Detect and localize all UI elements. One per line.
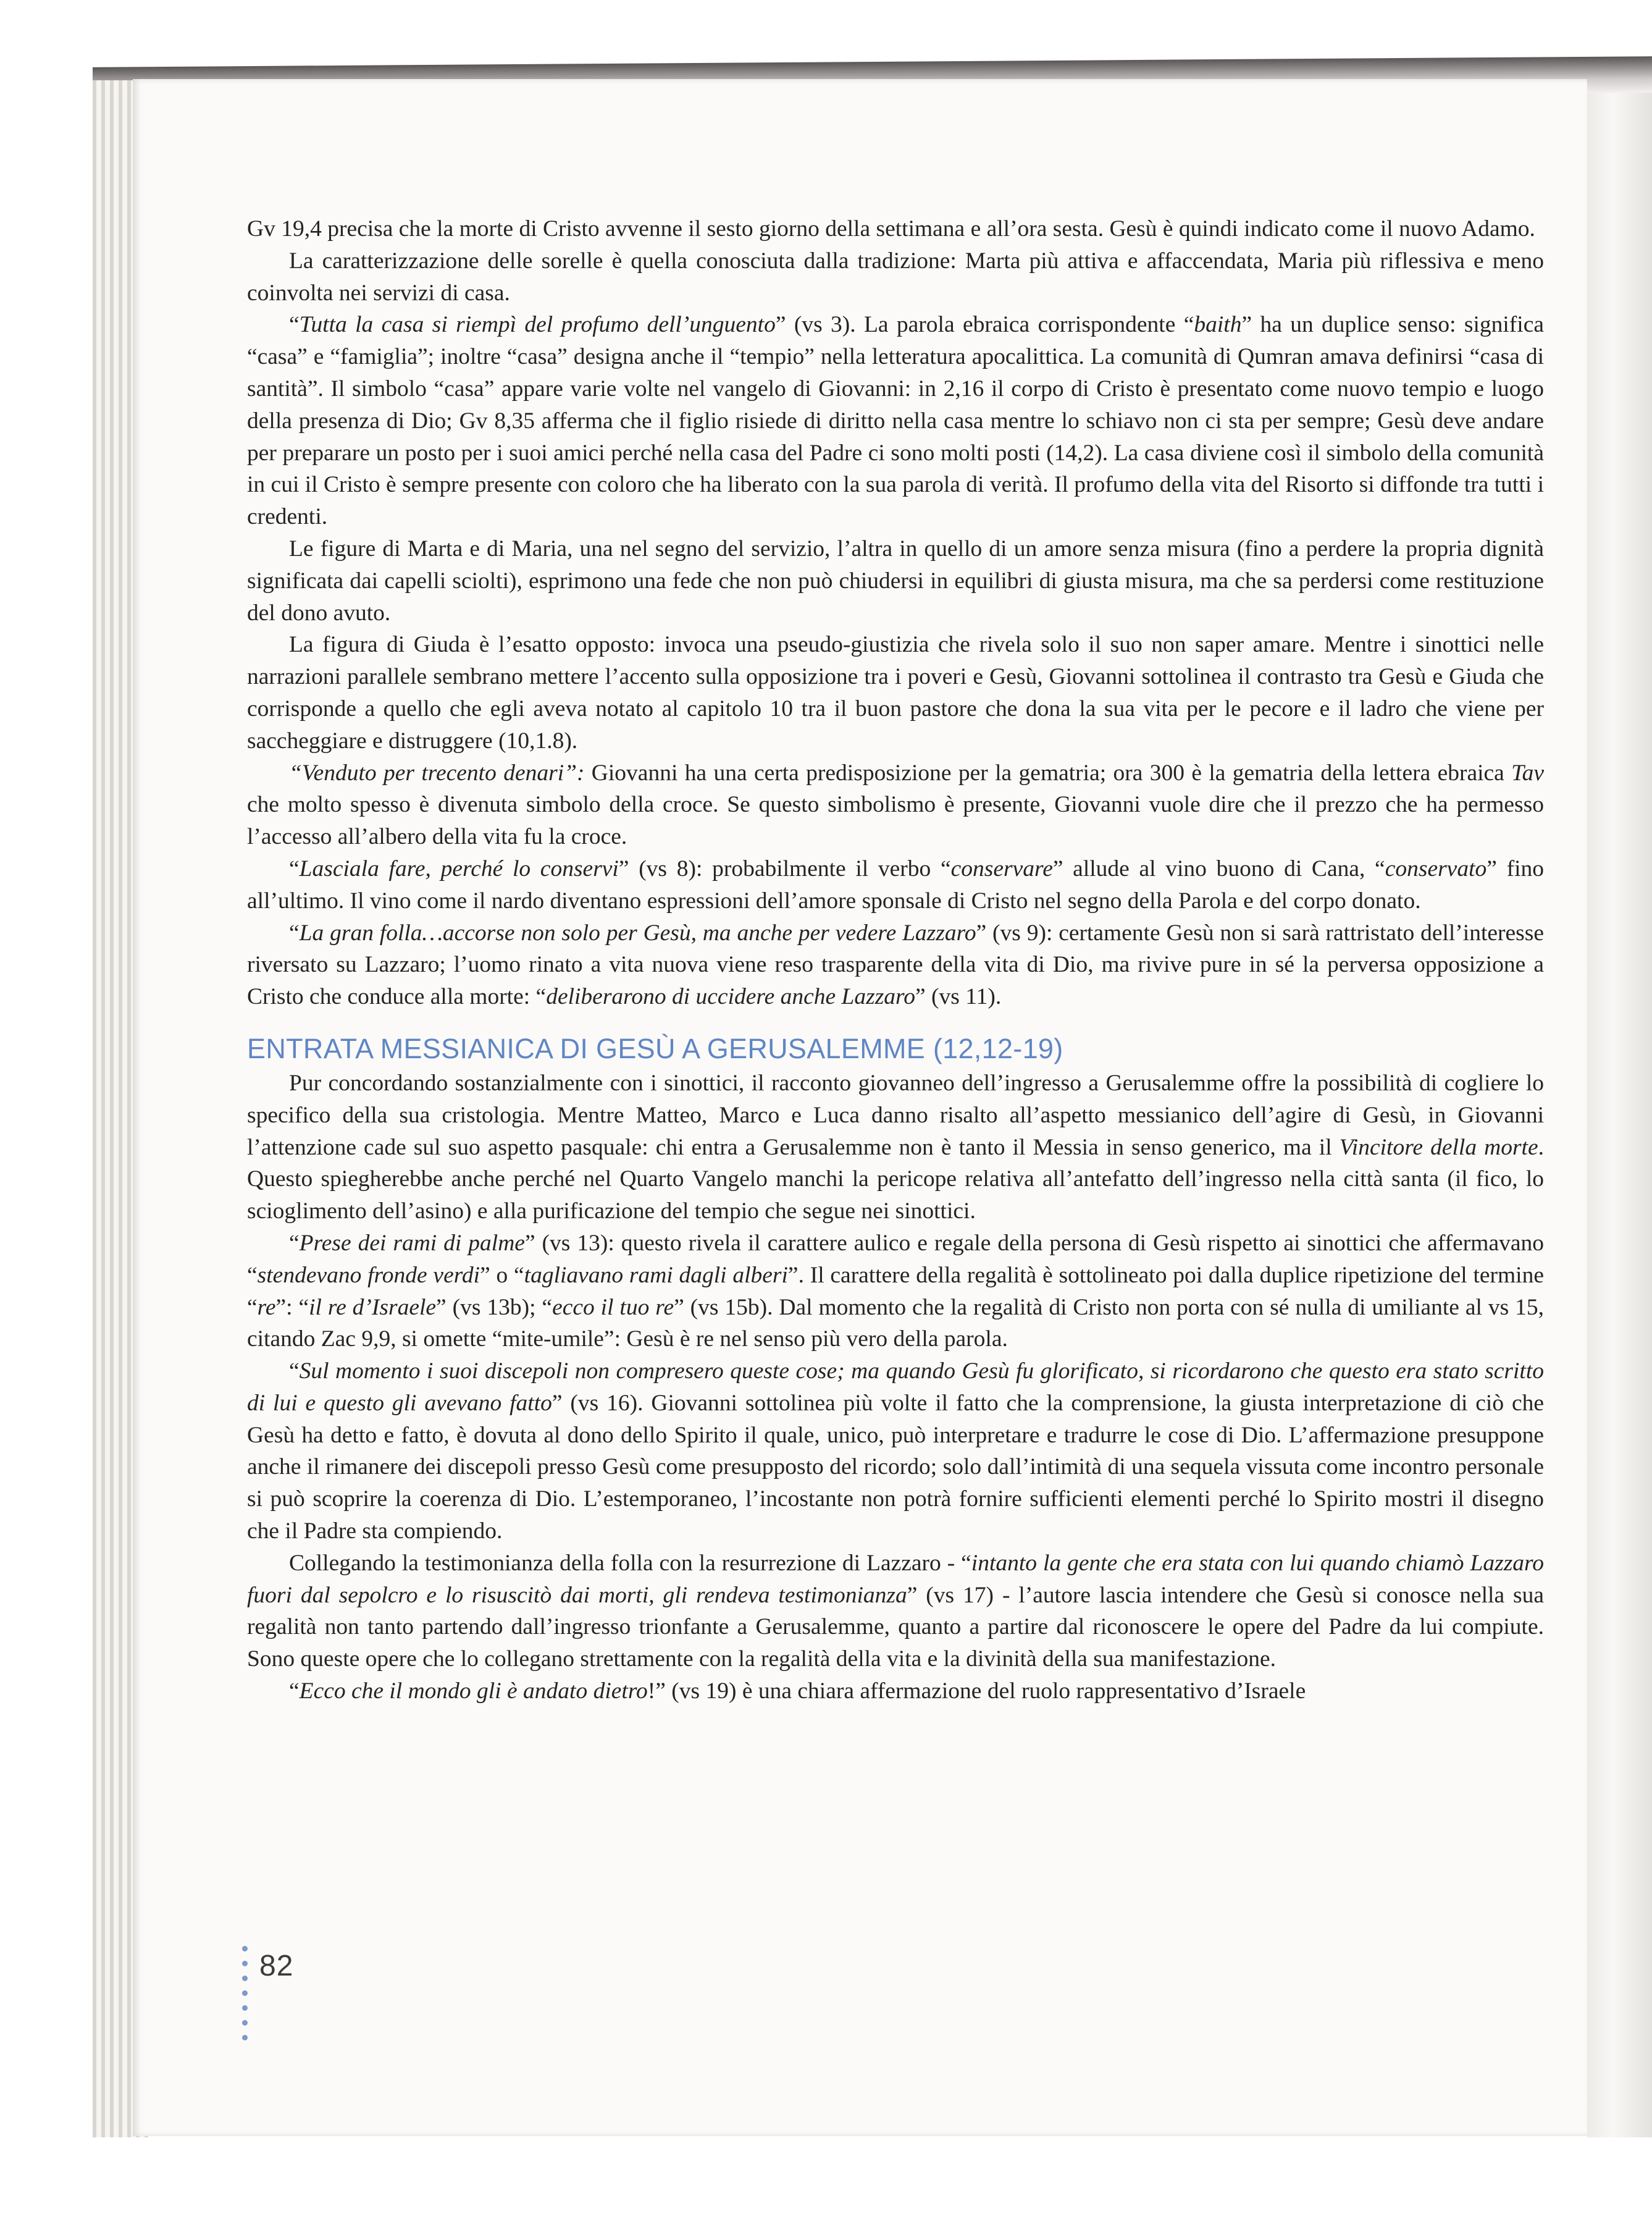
text-run: ” (vs 13): questo rivela il carattere aulico e regale della persona di Gesù rispetto ai sinottici che affermavano “ [247,1230,1544,1288]
italic-quote: Sul momento i suoi discepoli non compresero queste cose; ma quando Gesù fu glorificato, si ricordarono che questo era stato scritto di lui e questo gli avevano fatto [247,1358,1544,1416]
italic-quote: intanto la gente che era stata con lui quando chiamò Lazzaro fuori dal sepolcro e lo risuscitò dai morti, gli rendeva testimonianza [247,1550,1545,1608]
text-run: Gv 19,4 precisa che la morte di Cristo avvenne il sesto giorno della settimana e all’ora sesta. Gesù è quindi indicato come il nuovo Adamo. [247,216,1535,242]
text-run: ” o “ [480,1262,524,1288]
paragraph [247,1547,1544,1675]
italic-quote: ecco il tuo re [552,1294,674,1320]
paragraph [247,245,1544,309]
paragraph [247,1355,1544,1547]
text-run: che molto spesso è divenuta simbolo della croce. Se questo simbolismo è presente, Giovanni vuole dire che il prezzo che ha permesso l’accesso all’albero della vita fu la croce. [247,792,1544,850]
paragraph [247,533,1544,629]
italic-quote: deliberarono di uccidere anche Lazzaro [546,984,916,1010]
italic-quote: il re d’Israele [309,1294,437,1320]
italic-quote: Ecco che il mondo gli è andato dietro [299,1678,648,1704]
section-bethany [247,213,1544,1013]
italic-quote: conservato [1385,856,1487,882]
text-run: ” (vs 13b); “ [436,1294,553,1320]
text-run: “ [289,1678,300,1704]
paragraph [247,1067,1544,1227]
text-run: Giovanni ha una certa predisposizione per la gematria; ora 300 è la gematria della lettera ebraica [584,760,1512,786]
text-run: “ [289,1358,300,1384]
paragraph [247,309,1544,533]
text-run: ” (vs 15b). Dal momento che la regalità di Cristo non porta con sé nulla di umiliante al vs 15, citando Zac 9,9, si omette “mite-umile”: Gesù è re nel senso più vero della parola. [247,1294,1544,1352]
text-run: ” (vs 8): probabilmente il verbo “ [618,856,951,882]
section-entry-jerusalem [247,1067,1544,1707]
text-run: ” (vs 3). La parola ebraica corrispondente “ [775,312,1194,338]
paragraph [247,917,1544,1013]
italic-quote: conservare [950,856,1053,882]
text-run: Collegando la testimonianza della folla con la resurrezione di Lazzaro - “ [289,1550,971,1576]
text-run: La figura di Giuda è l’esatto opposto: invoca una pseudo-giustizia che rivela solo il suo non saper amare. Mentre i sinottici nelle narrazioni parallele sembrano mettere l’accento sulla opposizione tra i poveri e Gesù, Giovanni sottolinea il contrasto tra Gesù e Giuda che corrisponde a quello che egli aveva notato al capitolo 10 tra il buon pastore che dona la sua vita per le pecore e il ladro che viene per saccheggiare e distruggere (10,1.8). [247,632,1544,754]
text-run: La caratterizzazione delle sorelle è quella conosciuta dalla tradizione: Marta più attiva e affaccendata, Maria più riflessiva e meno coinvolta nei servizi di casa. [247,248,1544,306]
paragraph [247,1675,1544,1707]
text-run: ”: “ [275,1294,309,1320]
italic-quote: La gran folla…accorse non solo per Gesù, ma anche per vedere Lazzaro [299,920,976,946]
paragraph [247,1227,1544,1355]
text-run: ” (vs 9): certamente Gesù non si sarà rattristato dell’interesse riversato su Lazzaro; l’uomo rinato a vita nuova viene reso trasparente della vita di Dio, ma rivive pure in sé la perversa opposizione a Cristo che conduce alla morte: “ [247,920,1544,1010]
text-run: “ [289,312,300,338]
italic-quote: tagliavano rami dagli alberi [524,1262,788,1288]
page-number: 82 [259,1950,294,1982]
italic-quote: Tutta la casa si riempì del profumo dell’unguento [299,312,776,338]
italic-quote: Lasciala fare, perché lo conservi [299,856,619,882]
italic-quote: Prese dei rami di palme [299,1230,525,1256]
text-run: Le figure di Marta e di Maria, una nel segno del servizio, l’altra in quello di un amore senza misura (fino a perdere la propria dignità significata dai capelli sciolti), esprimono una fede che non può chiudersi in equilibri di giusta misura, ma che sa perdersi come restituzione del dono avuto. [247,536,1544,626]
italic-quote: re [257,1294,276,1320]
paragraph [247,213,1544,245]
text-run: “ [289,1230,300,1256]
text-run: ” (vs 16). Giovanni sottolinea più volte il fatto che la comprensione, la giusta interpretazione di ciò che Gesù ha detto e fatto, è dovuta al dono dello Spirito il quale, unico, può interpretare e tradurre le cose di Dio. L’affermazione presuppone anche il rimanere dei discepoli presso Gesù come presupposto del ricordo; solo dall’intimità di una sequela vissuta come incontro personale si può scoprire la coerenza di Dio. L’estemporaneo, l’incostante non potrà fornire sufficienti elementi perché lo Spirito mostri il disegno che il Padre sta compiendo. [247,1390,1544,1544]
text-run: ” ha un duplice senso: significa “casa” e “famiglia”; inoltre “casa” designa anche il “tempio” nella letteratura apocalittica. La comunità di Qumran amava definirsi “casa di santità”. Il simbolo “casa” appare varie volte nel vangelo di Giovanni: in 2,16 il corpo di Cristo è presentato come nuovo tempio e luogo della presenza di Dio; Gv 8,35 afferma che il figlio risiede di diritto nella casa mentre lo schiavo non ci sta per sempre; Gesù deve andare per preparare un posto per i suoi amici perché nella casa del Padre ci sono molti posti (14,2). La casa diviene così il simbolo della comunità in cui il Cristo è sempre presente con coloro che ha liberato con la sua parola di verità. Il profumo della vita del Risorto si diffonde tra tutti i credenti. [247,312,1544,530]
text-run: !” (vs 19) è una chiara affermazione del ruolo rappresentativo d’Israele [647,1678,1306,1704]
italic-quote: stendevano fronde verdi [257,1262,480,1288]
section-heading: ENTRATA MESSIANICA DI GESÙ A GERUSALEMME (12,12-19) [247,1032,1063,1064]
text-run: Pur concordando sostanzialmente con i sinottici, il racconto giovanneo dell’ingresso a Gerusalemme offre la possibilità di cogliere lo specifico della sua cristologia. Mentre Matteo, Marco e Luca danno risalto all’aspetto messianico dell’agire di Gesù, in Giovanni l’attenzione cade sul suo aspetto pasquale: chi entra a Gerusalemme non è tanto il Messia in senso generico, ma il [247,1070,1544,1160]
paragraph [247,757,1544,853]
text-run: ” allude al vino buono di Cana, “ [1052,856,1385,882]
italic-quote: Tav [1511,760,1544,786]
text-run: “ [289,920,300,946]
italic-quote: baith [1194,312,1242,338]
paragraph [247,853,1544,917]
text-run: ” (vs 17) - l’autore lascia intendere che Gesù si conosce nella sua regalità non tanto partendo dall’ingresso trionfante a Gerusalemme, quanto a partire dal riconoscere le opere del Padre da lui compiute. Sono queste opere che lo collegano strettamente con la regalità della vita e la divinità della sua manifestazione. [247,1582,1544,1672]
body-text [247,213,1544,1707]
text-run: “ [289,856,300,882]
folio-dots [242,1946,251,2050]
text-run: ”. Il carattere della regalità è sottolineato poi dalla duplice ripetizione del termine “ [247,1262,1544,1320]
text-run: ” (vs 11). [915,984,1002,1010]
italic-quote: “Venduto per trecento denari”: [289,760,585,786]
text-run: . Questo spiegherebbe anche perché nel Quarto Vangelo manchi la pericope relativa all’antefatto dell’ingresso nella città santa (il fico, lo scioglimento dell’asino) e alla purificazione del tempio che segue nei sinottici. [247,1134,1544,1224]
text-run: ” fino all’ultimo. Il vino come il nardo diventano espressioni dell’amore sponsale di Cristo nel segno della Parola e del corpo donato. [247,856,1544,914]
paragraph [247,629,1544,757]
italic-quote: Vincitore della morte [1339,1134,1538,1160]
